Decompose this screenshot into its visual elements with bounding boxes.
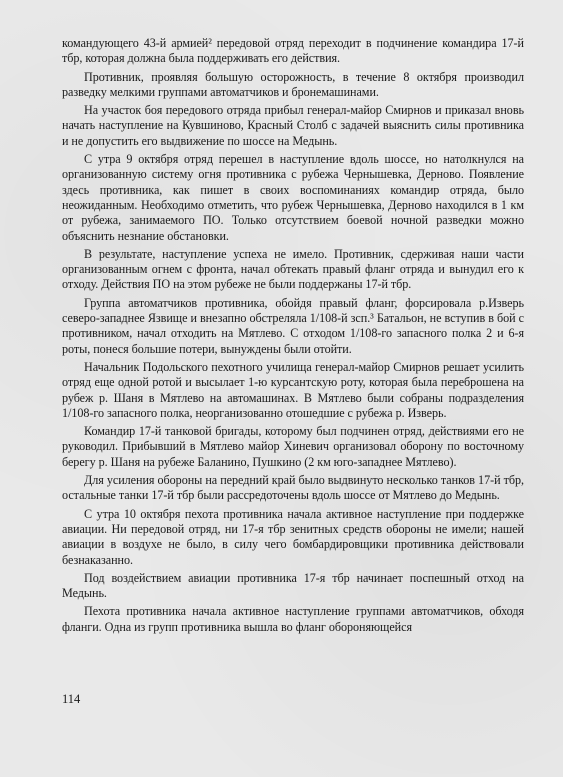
paragraph: Для усиления обороны на передний край было выдвинуто несколько танков 17-й тбр, остальные танки 17-й тбр были рассредоточены вдоль шоссе от Мятлево до Медынь. <box>62 473 524 503</box>
paragraph: Под воздействием авиации противника 17-я тбр начинает поспешный отход на Медынь. <box>62 570 524 601</box>
page-number: 114 <box>62 692 81 706</box>
paragraph: Пехота противника начала активное наступление группами автоматчиков, обходя фланги. Одна из групп противника вышла во фланг обороняющейся <box>62 604 524 634</box>
paragraph: Противник, проявляя большую осторожность, в течение 8 октября производил разведку мелкими группами автоматчиков и бронемашинами. <box>62 69 524 99</box>
paragraph: С утра 9 октября отряд перешел в наступление вдоль шоссе, но натолкнулся на организованную систему огня противника с рубежа Чернышевка, Дерново. Появление здесь противника, как пишет в своих воспоминаниях командир отряда, было неожиданным. Необходимо отметить, что рубеж Чернышевка, Дерново находился в 1 км от рубежа, занимаемого ПО. Только отсутствием боевой ночной разведки можно объяснить незнание обстановки. <box>62 152 524 243</box>
paragraph: Начальник Подольского пехотного училища генерал-майор Смирнов решает усилить отряд еще одной ротой и высылает 1-ю курсантскую роту, которая была переброшена на рубеж р. Шаня в Мятлево на автомашинах. В Мятлево были собраны подразделения 1/108-го запасного полка, неорганизованно отошедшие с рубежа р. Изверь. <box>62 359 524 420</box>
paragraph: В результате, наступление успеха не имело. Противник, сдерживая наши части организованным огнем с фронта, начал обтекать правый фланг отряда и вынудил его к отходу. Действия ПО на этом рубеже не были поддержаны 17-й тбр. <box>62 246 524 292</box>
paragraph: На участок боя передового отряда прибыл генерал-майор Смирнов и приказал вновь начать наступление на Кувшиново, Красный Столб с задачей выяснить силы противника и не допустить его выдвижение по шоссе на Медынь. <box>62 103 524 148</box>
body-text <box>62 36 524 638</box>
paragraph: Группа автоматчиков противника, обойдя правый фланг, форсировала р.Изверь северо-западнее Язвище и внезапно обстреляла 1/108-й зсп.³ Батальон, не вступив в бой с противником, начал отходить на Мятлево. С отходом 1/108-го запасного полка 2 и 6-я роты, понеся большие потери, вынуждены были отойти. <box>62 295 524 356</box>
paragraph: С утра 10 октября пехота противника начала активное наступление при поддержке авиации. Ни передовой отряд, ни 17-я тбр зенитных средств обороны не имели; нашей авиации в воздухе не было, в силу чего бомбардировщики противника действовали безнаказанно. <box>62 506 524 567</box>
paragraph: Командир 17-й танковой бригады, которому был подчинен отряд, действиями его не руководил. Прибывший в Мятлево майор Хиневич организовал оборону по восточному берегу р. Шаня на рубеже Баланино, Пушкино (2 км юго-западнее Мятлево). <box>62 424 524 469</box>
paragraph: командующего 43-й армией² передовой отряд переходит в подчинение командира 17-й тбр, которая должна была поддерживать его действия. <box>62 36 524 66</box>
